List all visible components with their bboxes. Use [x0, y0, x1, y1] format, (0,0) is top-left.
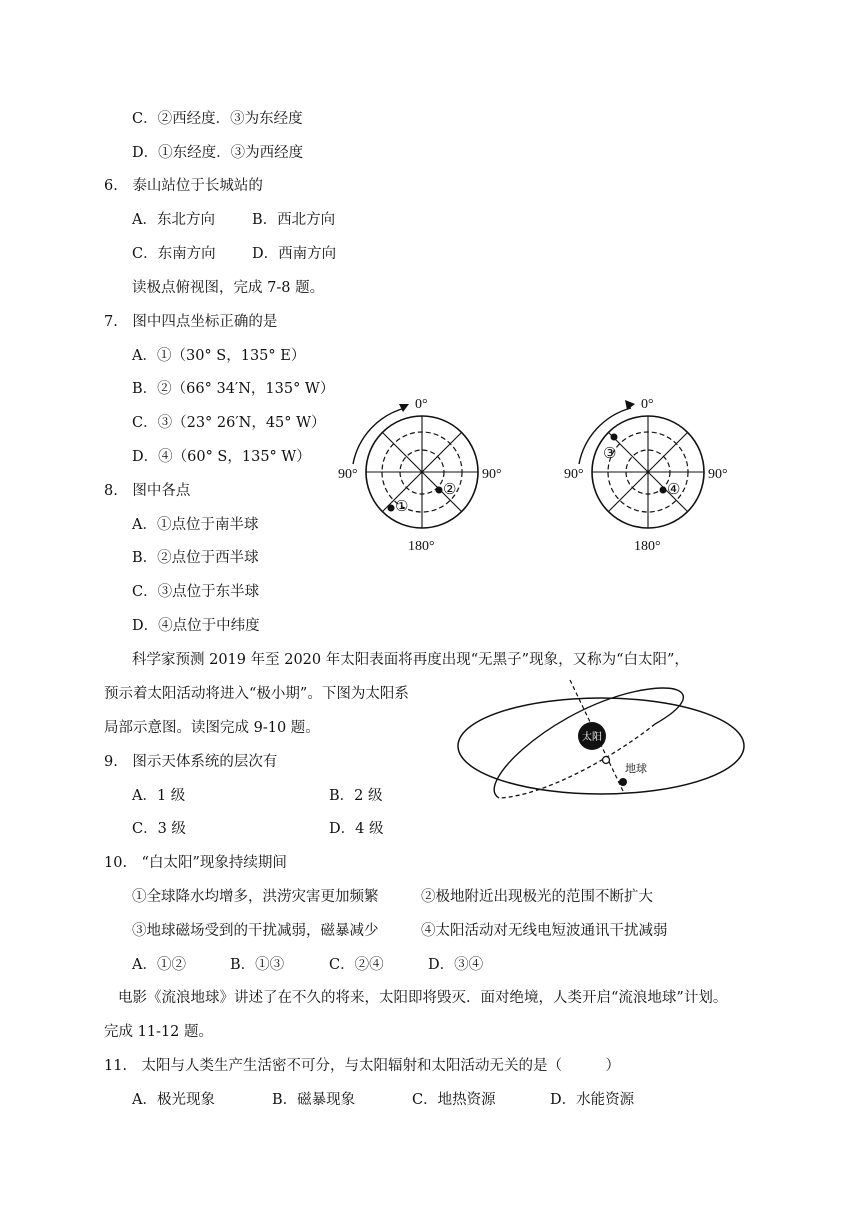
- q7-stem: 7. 图中四点坐标正确的是: [104, 314, 278, 330]
- q9-stem: 9. 图示天体系统的层次有: [104, 754, 278, 770]
- q10-statement-1: ①全球降水均增多，洪涝灾害更加频繁: [132, 889, 379, 905]
- q8-option-b: B．②点位于西半球: [132, 550, 259, 566]
- point-2-label: ②: [443, 482, 457, 498]
- q11-stem: 11. 太阳与人类生产生活密不可分，与太阳辐射和太阳活动无关的是（ ）: [104, 1058, 621, 1074]
- left-label-right: 90°: [482, 467, 502, 482]
- earth-label: 地球: [625, 763, 647, 775]
- q10-option-a: A．①②: [132, 957, 186, 973]
- point-4-label: ④: [667, 482, 681, 498]
- left-label-top: 0°: [415, 397, 428, 412]
- q8-option-d: D．④点位于中纬度: [132, 618, 260, 634]
- q9-option-d: D．4 级: [329, 821, 384, 837]
- q10-option-b: B．①③: [230, 957, 285, 973]
- left-label-bottom: 180°: [408, 539, 435, 554]
- sun-label: 太阳: [582, 732, 602, 743]
- q8-option-c: C．③点位于东半球: [132, 584, 260, 600]
- intro-7-8: 读极点俯视图，完成 7-8 题。: [132, 280, 325, 296]
- passage-9-10-line3: 局部示意图。读图完成 9-10 题。: [104, 720, 320, 736]
- point-3-label: ③: [603, 446, 617, 462]
- q10-statement-3: ③地球磁场受到的干扰减弱，磁暴减少: [132, 923, 379, 939]
- point-4-marker: [660, 487, 667, 494]
- point-1-label: ①: [395, 499, 409, 515]
- point-3-marker: [611, 434, 618, 441]
- passage-9-10-line1: 科学家预测 2019 年至 2020 年太阳表面将再度出现“无黑子”现象，又称为“白太阳”，: [132, 652, 689, 668]
- q7-option-d: D．④（60° S，135° W）: [132, 449, 311, 465]
- q7-option-a: A．①（30° S，135° E）: [132, 348, 306, 364]
- q10-statement-4: ④太阳活动对无线电短波通讯干扰减弱: [421, 923, 668, 939]
- q10-statement-2: ②极地附近出现极光的范围不断扩大: [421, 889, 653, 905]
- left-label-left: 90°: [338, 467, 358, 482]
- q6-option-c: C．东南方向: [132, 246, 216, 262]
- passage-9-10-line2: 预示着太阳活动将进入“极小期”。下图为太阳系: [104, 686, 409, 702]
- solar-system-figure: [455, 676, 745, 816]
- q9-option-b: B．2 级: [329, 788, 383, 804]
- q7-option-b: B．②（66° 34′N，135° W）: [132, 381, 335, 397]
- polar-diagram-right: [564, 397, 728, 554]
- q8-option-a: A．①点位于南半球: [132, 517, 259, 533]
- polar-diagram-left: [338, 397, 502, 554]
- right-label-bottom: 180°: [634, 539, 661, 554]
- right-label-left: 90°: [564, 467, 584, 482]
- q10-option-c: C．②④: [329, 957, 384, 973]
- passage-11-12-line2: 完成 11-12 题。: [104, 1024, 214, 1040]
- earth-marker: [619, 778, 627, 786]
- moon-marker: [603, 757, 610, 764]
- q11-option-a: A．极光现象: [132, 1092, 215, 1108]
- q11-option-d: D．水能资源: [550, 1092, 635, 1108]
- polar-view-figure: [335, 392, 728, 557]
- q9-option-a: A．1 级: [132, 788, 186, 804]
- q6-option-d: D．西南方向: [252, 246, 337, 262]
- q6-option-a: A．东北方向: [132, 212, 215, 228]
- q11-option-c: C．地热资源: [412, 1092, 496, 1108]
- q6-option-b: B．西北方向: [252, 212, 336, 228]
- q10-option-d: D．③④: [428, 957, 484, 973]
- q6-stem: 6. 泰山站位于长城站的: [104, 178, 263, 194]
- point-1-marker: [388, 505, 395, 512]
- passage-11-12-line1: 电影《流浪地球》讲述了在不久的将来，太阳即将毁灭．面对绝境，人类开启“流浪地球”计划。: [118, 990, 728, 1006]
- q9-option-c: C．3 级: [132, 821, 186, 837]
- right-label-top: 0°: [641, 397, 654, 412]
- q8-stem: 8. 图中各点: [104, 483, 191, 499]
- q5-option-d: D．①东经度．③为西经度: [132, 145, 304, 161]
- q7-option-c: C．③（23° 26′N，45° W）: [132, 415, 326, 431]
- right-label-right: 90°: [708, 467, 728, 482]
- q10-stem: 10. “白太阳”现象持续期间: [104, 855, 287, 871]
- point-2-marker: [436, 487, 443, 494]
- q5-option-c: C．②西经度．③为东经度: [132, 111, 303, 127]
- q11-option-b: B．磁暴现象: [272, 1092, 356, 1108]
